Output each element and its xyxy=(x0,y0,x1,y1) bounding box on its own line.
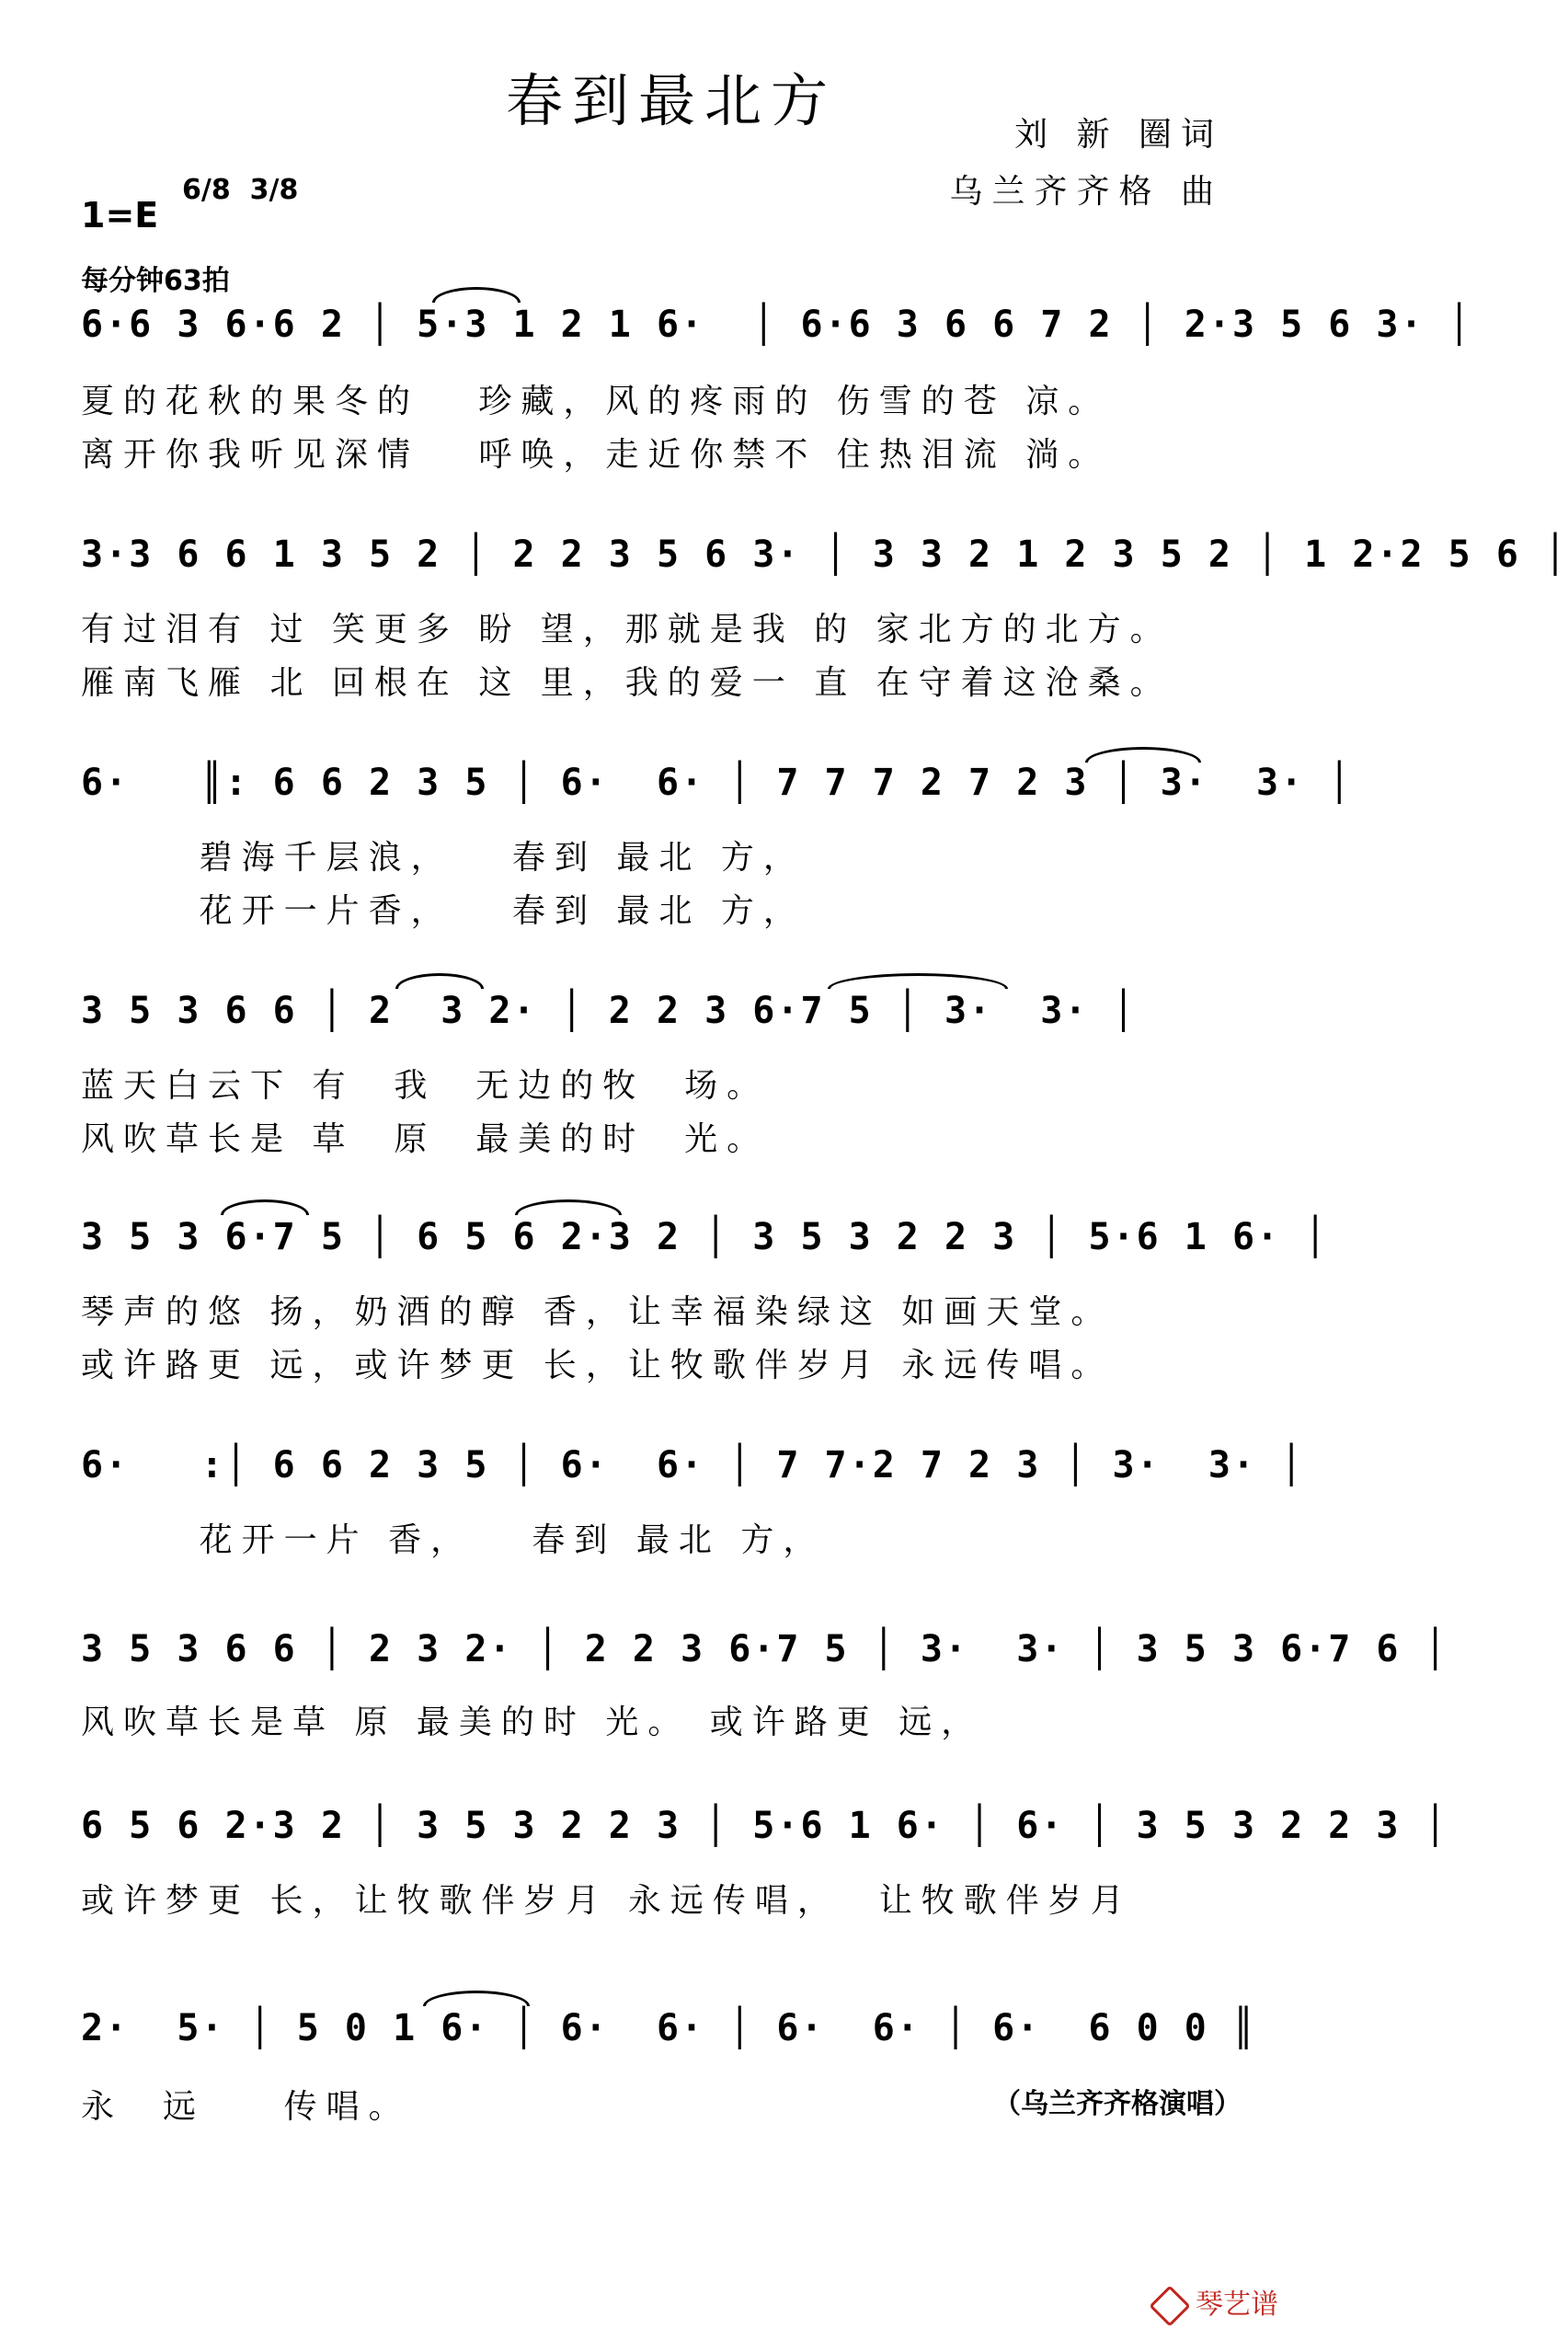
tie-mark xyxy=(395,973,484,989)
meter-secondary: 3/8 xyxy=(249,174,299,206)
lyric-line-5-verse-2: 或许路更 远，或许梦更 长，让牧歌伴岁月 永远传唱。 xyxy=(81,1347,1114,1384)
song-title: 春到最北方 xyxy=(505,67,837,134)
logo-icon xyxy=(1149,2285,1190,2326)
performer-credit: （乌兰齐齐格演唱） xyxy=(993,2088,1242,2120)
lyric-line-2-verse-1: 有过泪有 过 笑更多 盼 望，那就是我 的 家北方的北方。 xyxy=(81,611,1173,648)
notation-line-1: 6·6 3 6·6 2 │ 5·3 1 2 1 6· │ 6·6 3 6 6 7 2 │ 2·3 5 6 3· │ xyxy=(81,304,1472,346)
tie-mark xyxy=(1085,747,1201,763)
lyric-line-6: 花开一片 香， 春到 最北 方， xyxy=(81,1521,826,1559)
tie-mark xyxy=(828,973,1008,989)
lyric-line-3-verse-1: 碧海千层浪， 春到 最北 方， xyxy=(81,839,806,877)
lyric-line-1-verse-2: 离开你我听见深情 呼唤，走近你禁不 住热泪流 淌。 xyxy=(81,436,1111,474)
meter-primary: 6/8 xyxy=(182,174,231,206)
site-watermark xyxy=(1155,2281,1278,2322)
lyric-line-1-verse-1: 夏的花秋的果冬的 珍藏，风的疼雨的 伤雪的苍 凉。 xyxy=(81,383,1111,420)
tie-mark xyxy=(432,287,521,303)
lyric-line-5-verse-1: 琴声的悠 扬，奶酒的醇 香，让幸福染绿这 如画天堂。 xyxy=(81,1293,1114,1331)
notation-line-5: 3 5 3 6·7 5 │ 6 5 6 2·3 2 │ 3 5 3 2 2 3 │ 5·6 1 6· │ xyxy=(81,1216,1329,1258)
tie-mark xyxy=(515,1199,622,1215)
notation-line-4: 3 5 3 6 6 │ 2 3 2· │ 2 2 3 6·7 5 │ 3· 3· │ xyxy=(81,990,1137,1032)
time-signature xyxy=(182,173,298,208)
lyric-line-2-verse-2: 雁南飞雁 北 回根在 这 里，我的爱一 直 在守着这沧桑。 xyxy=(81,664,1173,702)
notation-line-2: 3·3 6 6 1 3 5 2 │ 2 2 3 5 6 3· │ 3 3 2 1 2 3 5 2 │ 1 2·2 5 6 │ xyxy=(81,534,1568,576)
tie-mark xyxy=(221,1199,309,1215)
notation-line-6: 6· :│ 6 6 2 3 5 │ 6· 6· │ 7 7·2 7 2 3 │ 3· 3· │ xyxy=(81,1444,1305,1486)
composer-credit: 乌兰齐齐格 曲 xyxy=(949,173,1223,211)
notation-line-7: 3 5 3 6 6 │ 2 3 2· │ 2 2 3 6·7 5 │ 3· 3· │ 3 5 3 6·7 6 │ xyxy=(81,1628,1448,1670)
watermark-text: 琴艺谱 xyxy=(1196,2289,1278,2321)
notation-line-9: 2· 5· │ 5 0 1 6· │ 6· 6· │ 6· 6· │ 6· 6 0 0 ║ xyxy=(81,2007,1257,2049)
tempo-marking: 每分钟63拍 xyxy=(81,265,230,297)
lyric-line-8: 或许梦更 长，让牧歌伴岁月 永远传唱， 让牧歌伴岁月 xyxy=(81,1882,1133,1920)
lyric-line-7: 风吹草长是草 原 最美的时 光。 或许路更 远， xyxy=(81,1704,984,1741)
lyric-line-4-verse-1: 蓝天白云下 有 我 无边的牧 场。 xyxy=(81,1067,770,1105)
tie-mark xyxy=(423,1991,530,2006)
lyric-line-3-verse-2: 花开一片香， 春到 最北 方， xyxy=(81,892,806,930)
lyric-line-4-verse-2: 风吹草长是 草 原 最美的时 光。 xyxy=(81,1120,770,1158)
lyric-line-9: 永 远 传唱。 xyxy=(81,2088,411,2126)
notation-line-8: 6 5 6 2·3 2 │ 3 5 3 2 2 3 │ 5·6 1 6· │ 6· │ 3 5 3 2 2 3 │ xyxy=(81,1805,1448,1847)
notation-line-3: 6· ║: 6 6 2 3 5 │ 6· 6· │ 7 7 7 2 7 2 3 │ 3· 3· │ xyxy=(81,762,1353,804)
key-signature: 1=E xyxy=(81,195,159,235)
lyricist-credit: 刘 新 圈词 xyxy=(1014,116,1223,154)
